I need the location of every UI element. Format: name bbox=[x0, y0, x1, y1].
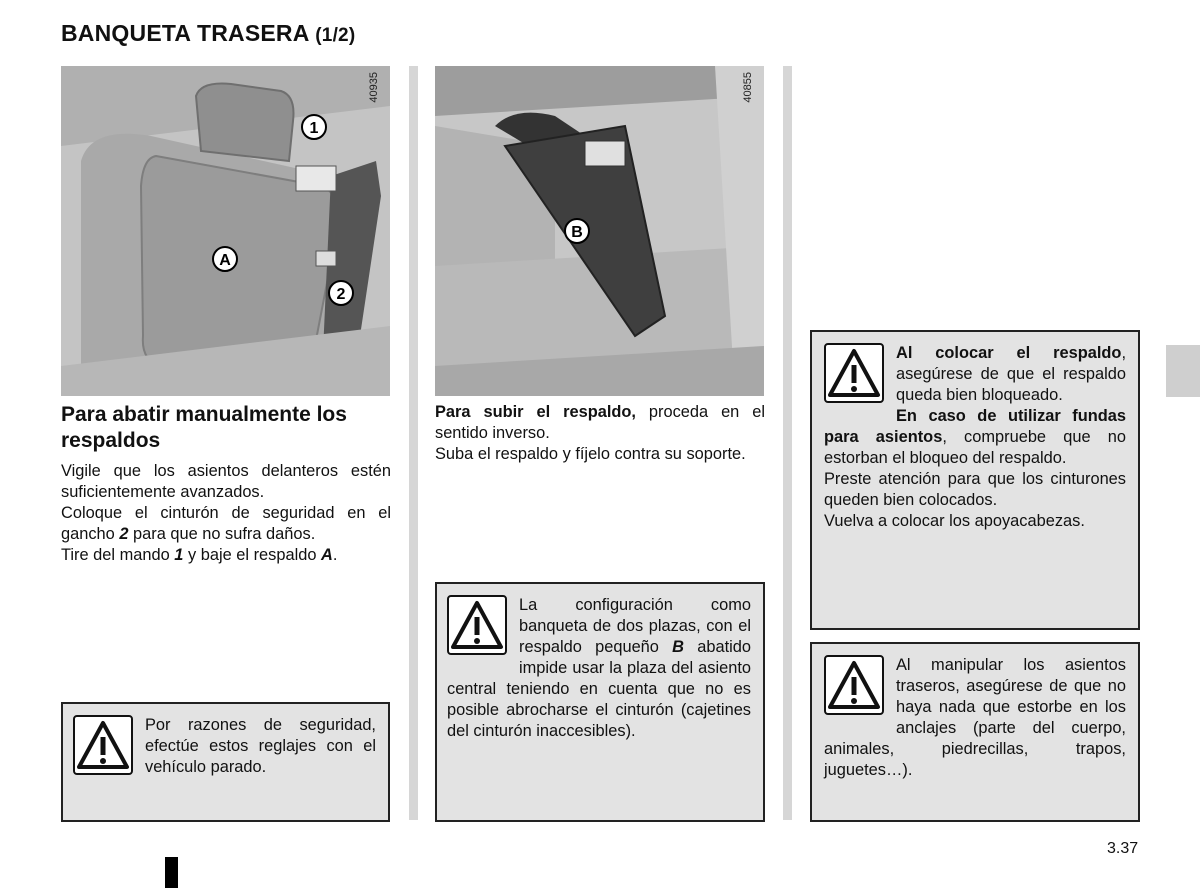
warning-icon bbox=[447, 595, 507, 655]
warning-icon bbox=[824, 343, 884, 403]
warning-icon bbox=[824, 655, 884, 715]
figure-rear-seat-photo bbox=[61, 66, 390, 396]
figure-folded-seat-photo bbox=[435, 66, 764, 396]
warning-box-bench-config bbox=[435, 582, 765, 822]
callout-b-marker bbox=[563, 217, 591, 245]
callout-1-label: 1 bbox=[309, 120, 319, 137]
warning-text: Al colocar el respaldo, asegúrese de que el respaldo queda bien bloqueado. En caso de utilizar fundas para asientos, compruebe que no estorban el bloqueo del respaldo. Preste atención para que los cinturones queden bien colocados. Vuelva a colocar los apoyacabezas. bbox=[824, 344, 1126, 530]
paragraph: Tire del mando 1 y baje el respaldo A. bbox=[61, 546, 338, 564]
callout-a-label: A bbox=[219, 252, 231, 269]
page-title: BANQUETA TRASERA (1/2) bbox=[61, 20, 356, 46]
paragraph: Vigile que los asientos delanteros estén suficientemente avanzados. bbox=[61, 462, 391, 501]
callout-1-marker bbox=[300, 113, 328, 141]
warning-icon bbox=[73, 715, 133, 775]
section2-body bbox=[435, 402, 765, 465]
paragraph: Suba el respaldo y fíjelo contra su soporte. bbox=[435, 445, 746, 463]
chapter-tab bbox=[1166, 345, 1200, 397]
callout-a-marker bbox=[211, 245, 239, 273]
column-rule-1 bbox=[409, 66, 418, 820]
warning-box-safety bbox=[61, 702, 390, 822]
callout-2-label: 2 bbox=[336, 286, 346, 303]
page-number: 3.37 bbox=[1107, 840, 1139, 857]
warning-box-backrest bbox=[810, 330, 1140, 630]
paragraph: Coloque el cinturón de seguridad en el gancho 2 para que no sufra daños. bbox=[61, 504, 391, 543]
page-subtitle: (1/2) bbox=[315, 25, 356, 46]
warning-box-anchorages bbox=[810, 642, 1140, 822]
callout-2-marker bbox=[327, 279, 355, 307]
callout-b-label: B bbox=[571, 224, 583, 241]
warning-text: Por razones de seguridad, efectúe estos reglajes con el vehículo parado. bbox=[145, 716, 376, 776]
warning-text: La configuración como banqueta de dos plazas, con el respaldo pequeño B abatido impide usar la plaza del asiento central teniendo en cuenta que no es posible abrocharse el cinturón (cajetines del cinturón inaccesibles). bbox=[447, 596, 752, 740]
warning-text: Al manipular los asientos traseros, asegúrese de que no haya nada que estorbe en los anclajes (parte del cuerpo, animales, piedrecillas, trapos, juguetes…). bbox=[824, 656, 1126, 779]
figure-code: 40935 bbox=[368, 72, 380, 103]
figure-code: 40855 bbox=[742, 72, 754, 103]
paragraph: Para subir el respaldo, proceda en el sentido inverso. bbox=[435, 403, 765, 442]
section-heading: Para abatir manualmente los respaldos bbox=[61, 403, 347, 452]
section1-body bbox=[61, 461, 391, 566]
column-rule-2 bbox=[783, 66, 792, 820]
print-mark bbox=[165, 857, 178, 888]
